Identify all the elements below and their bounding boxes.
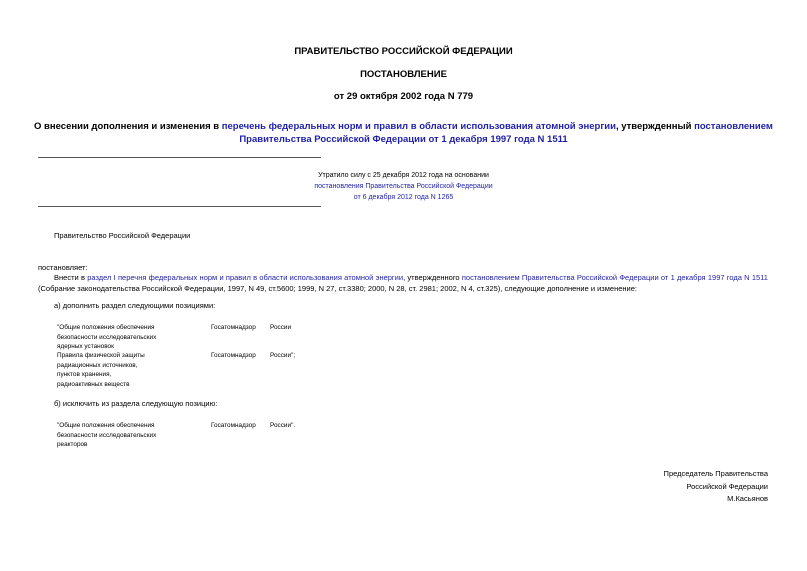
document-type-heading: ПОСТАНОВЛЕНИЕ xyxy=(360,69,447,80)
title-link-list[interactable]: перечень федеральных норм и правил в области использования атомной энергии xyxy=(221,121,616,132)
table-b-row1-scope: России". xyxy=(270,422,296,429)
p1-start: Внести в xyxy=(54,273,88,282)
title-link-resolution-details[interactable]: Правительства Российской Федерации от 1 декабря 1997 года N 1511 xyxy=(239,134,568,145)
signature-name: М.Касьянов xyxy=(727,494,768,503)
table-a-row1-name-line1: "Общие положения обеспечения xyxy=(57,324,155,331)
title-middle: , утвержденный xyxy=(615,121,695,132)
title-link-resolution[interactable]: постановлением xyxy=(694,121,773,132)
p1-end: (Собрание законодательства Российской Федерации, 1997, N 49, ст.5600; 1999, N 27, ст.3380; 2000, N 28, ст. 2981; 2002, N 4, ст.325), следующие дополнение и изменение: xyxy=(38,284,637,293)
p1-link-section[interactable]: раздел I перечня федеральных норм и правил в области использования атомной энергии xyxy=(87,273,404,282)
signature-title-line1: Председатель Правительства xyxy=(663,469,768,478)
divider-bottom xyxy=(38,206,321,207)
signature-title-line2: Российской Федерации xyxy=(686,481,768,491)
table-a-row1-agency: Госатомнадзор xyxy=(211,324,256,331)
item-a-text: а) дополнить раздел следующими позициями: xyxy=(54,301,216,310)
table-row xyxy=(57,351,145,389)
table-b-row1-name-line2: безопасности исследовательских xyxy=(57,431,157,439)
status-note xyxy=(0,170,807,203)
p1-mid: , утвержденного xyxy=(403,273,462,282)
table-a-row2-agency: Госатомнадзор xyxy=(211,352,256,359)
table-a-row2-name-line4: радиоактивных веществ xyxy=(57,380,130,388)
table-row xyxy=(57,421,156,450)
paragraph-main xyxy=(38,272,768,294)
title-prefix: О внесении дополнения и изменения в xyxy=(34,121,222,132)
p1-link-resolution[interactable]: постановлением Правительства Российской Федерации от 1 декабря 1997 года N 1511 xyxy=(461,273,768,282)
table-a-row2-scope: России"; xyxy=(270,352,296,359)
table-row xyxy=(57,323,156,352)
signature-block xyxy=(664,468,768,506)
table-a-row2-name-line3: пунктов хранения, xyxy=(57,371,112,378)
table-a-row1-name-line3: ядерных установок xyxy=(57,343,114,350)
table-b-row1-name-line3: реакторов xyxy=(57,441,88,448)
status-note-link-line3[interactable]: от 6 декабря 2012 года N 1265 xyxy=(353,194,454,201)
government-heading: ПРАВИТЕЛЬСТВО РОССИЙСКОЙ ФЕДЕРАЦИИ xyxy=(294,46,513,57)
table-a-row1-name-line2: безопасности исследовательских xyxy=(57,333,157,341)
table-a-row1-scope: России xyxy=(270,324,292,331)
document-title xyxy=(0,120,807,146)
decrees-text: постановляет: xyxy=(38,263,88,272)
document-date-number: от 29 октября 2002 года N 779 xyxy=(333,91,474,102)
table-a-row2-name-line2: радиационных источников, xyxy=(57,361,138,369)
issuer-text: Правительство Российской Федерации xyxy=(54,231,191,240)
status-note-link-line2[interactable]: постановления Правительства Российской Федерации xyxy=(314,183,493,190)
status-note-line1: Утратило силу с 25 декабря 2012 года на основании xyxy=(318,172,489,179)
table-b-row1-name-line1: "Общие положения обеспечения xyxy=(57,422,155,429)
table-a-row2-name-line1: Правила физической защиты xyxy=(57,352,145,359)
table-b-row1-agency: Госатомнадзор xyxy=(211,422,256,429)
item-b-text: б) исключить из раздела следующую позицию: xyxy=(54,399,218,408)
divider-top xyxy=(38,157,321,158)
